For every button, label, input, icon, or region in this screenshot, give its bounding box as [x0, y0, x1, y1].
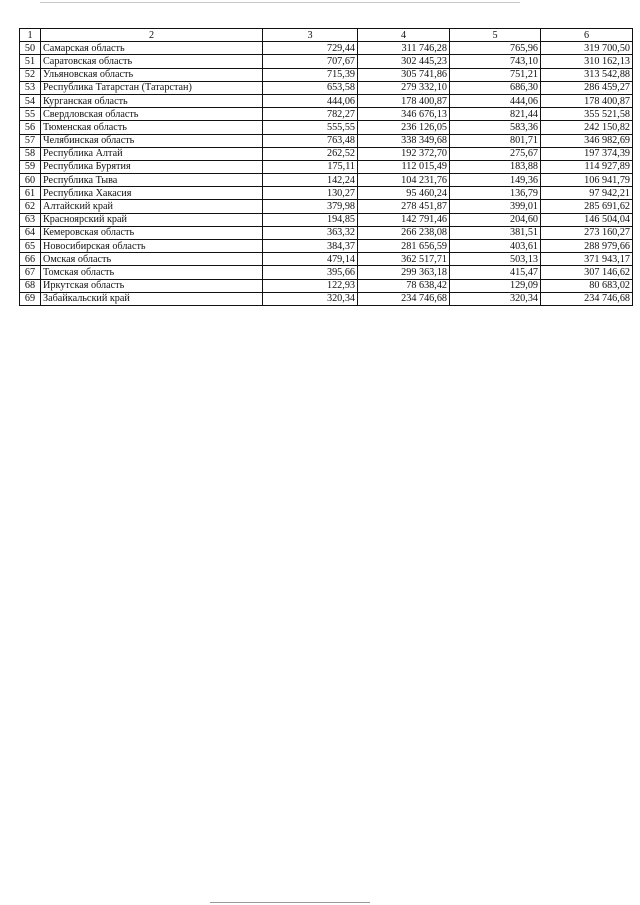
scan-edge-bottom	[210, 902, 370, 903]
value-col-6-cell: 371 943,17	[541, 253, 633, 266]
scan-edge-top	[40, 2, 520, 3]
table-row	[20, 160, 633, 173]
table-body	[20, 42, 633, 306]
value-col-5-cell: 403,61	[450, 240, 541, 253]
value-col-6-cell: 197 374,39	[541, 147, 633, 160]
row-number-cell: 67	[20, 266, 41, 279]
value-col-4-cell: 346 676,13	[358, 108, 450, 121]
value-col-3-cell: 782,27	[263, 108, 358, 121]
row-number-cell: 63	[20, 213, 41, 226]
value-col-3-cell: 653,58	[263, 81, 358, 94]
row-number-cell: 64	[20, 226, 41, 239]
value-col-4-cell: 142 791,46	[358, 213, 450, 226]
value-col-4-cell: 236 126,05	[358, 121, 450, 134]
value-col-4-cell: 279 332,10	[358, 81, 450, 94]
value-col-3-cell: 729,44	[263, 42, 358, 55]
value-col-3-cell: 555,55	[263, 121, 358, 134]
value-col-5-cell: 743,10	[450, 55, 541, 68]
region-name-cell: Ульяновская область	[41, 68, 263, 81]
value-col-4-cell: 104 231,76	[358, 174, 450, 187]
row-number-cell: 65	[20, 240, 41, 253]
table-row	[20, 279, 633, 292]
region-name-cell: Республика Тыва	[41, 174, 263, 187]
row-number-cell: 57	[20, 134, 41, 147]
value-col-4-cell: 266 238,08	[358, 226, 450, 239]
value-col-3-cell: 175,11	[263, 160, 358, 173]
table-row	[20, 121, 633, 134]
table-row	[20, 42, 633, 55]
value-col-4-cell: 311 746,28	[358, 42, 450, 55]
value-col-4-cell: 234 746,68	[358, 292, 450, 305]
column-header-3: 3	[263, 29, 358, 42]
value-col-5-cell: 686,30	[450, 81, 541, 94]
table-row	[20, 187, 633, 200]
value-col-5-cell: 415,47	[450, 266, 541, 279]
table-row	[20, 55, 633, 68]
row-number-cell: 68	[20, 279, 41, 292]
value-col-4-cell: 178 400,87	[358, 94, 450, 107]
region-name-cell: Томская область	[41, 266, 263, 279]
row-number-cell: 69	[20, 292, 41, 305]
row-number-cell: 56	[20, 121, 41, 134]
row-number-cell: 52	[20, 68, 41, 81]
value-col-5-cell: 320,34	[450, 292, 541, 305]
row-number-cell: 53	[20, 81, 41, 94]
value-col-4-cell: 305 741,86	[358, 68, 450, 81]
value-col-6-cell: 285 691,62	[541, 200, 633, 213]
value-col-4-cell: 302 445,23	[358, 55, 450, 68]
region-name-cell: Красноярский край	[41, 213, 263, 226]
value-col-6-cell: 307 146,62	[541, 266, 633, 279]
value-col-4-cell: 192 372,70	[358, 147, 450, 160]
table-row	[20, 213, 633, 226]
table-row	[20, 68, 633, 81]
table-row	[20, 94, 633, 107]
value-col-6-cell: 242 150,82	[541, 121, 633, 134]
region-name-cell: Тюменская область	[41, 121, 263, 134]
region-name-cell: Иркутская область	[41, 279, 263, 292]
value-col-6-cell: 178 400,87	[541, 94, 633, 107]
value-col-6-cell: 273 160,27	[541, 226, 633, 239]
row-number-cell: 51	[20, 55, 41, 68]
value-col-6-cell: 146 504,04	[541, 213, 633, 226]
value-col-3-cell: 130,27	[263, 187, 358, 200]
value-col-3-cell: 707,67	[263, 55, 358, 68]
value-col-4-cell: 281 656,59	[358, 240, 450, 253]
row-number-cell: 62	[20, 200, 41, 213]
table-row	[20, 240, 633, 253]
value-col-4-cell: 362 517,71	[358, 253, 450, 266]
value-col-3-cell: 379,98	[263, 200, 358, 213]
value-col-4-cell: 112 015,49	[358, 160, 450, 173]
value-col-5-cell: 381,51	[450, 226, 541, 239]
value-col-6-cell: 319 700,50	[541, 42, 633, 55]
value-col-5-cell: 821,44	[450, 108, 541, 121]
row-number-cell: 54	[20, 94, 41, 107]
region-name-cell: Челябинская область	[41, 134, 263, 147]
table-row	[20, 147, 633, 160]
value-col-3-cell: 363,32	[263, 226, 358, 239]
value-col-6-cell: 310 162,13	[541, 55, 633, 68]
table-row	[20, 292, 633, 305]
region-name-cell: Республика Бурятия	[41, 160, 263, 173]
value-col-5-cell: 183,88	[450, 160, 541, 173]
value-col-3-cell: 763,48	[263, 134, 358, 147]
value-col-3-cell: 122,93	[263, 279, 358, 292]
value-col-4-cell: 95 460,24	[358, 187, 450, 200]
table-row	[20, 253, 633, 266]
value-col-6-cell: 313 542,88	[541, 68, 633, 81]
value-col-5-cell: 129,09	[450, 279, 541, 292]
column-header-2: 2	[41, 29, 263, 42]
row-number-cell: 58	[20, 147, 41, 160]
value-col-6-cell: 114 927,89	[541, 160, 633, 173]
value-col-5-cell: 399,01	[450, 200, 541, 213]
value-col-3-cell: 194,85	[263, 213, 358, 226]
value-col-5-cell: 751,21	[450, 68, 541, 81]
value-col-3-cell: 320,34	[263, 292, 358, 305]
value-col-5-cell: 444,06	[450, 94, 541, 107]
table-row	[20, 200, 633, 213]
row-number-cell: 66	[20, 253, 41, 266]
value-col-6-cell: 355 521,58	[541, 108, 633, 121]
value-col-3-cell: 715,39	[263, 68, 358, 81]
value-col-6-cell: 346 982,69	[541, 134, 633, 147]
value-col-5-cell: 136,79	[450, 187, 541, 200]
row-number-cell: 59	[20, 160, 41, 173]
table-row	[20, 174, 633, 187]
value-col-3-cell: 142,24	[263, 174, 358, 187]
row-number-cell: 50	[20, 42, 41, 55]
table-row	[20, 108, 633, 121]
value-col-5-cell: 275,67	[450, 147, 541, 160]
row-number-cell: 55	[20, 108, 41, 121]
region-name-cell: Республика Хакасия	[41, 187, 263, 200]
value-col-6-cell: 97 942,21	[541, 187, 633, 200]
region-name-cell: Свердловская область	[41, 108, 263, 121]
value-col-5-cell: 583,36	[450, 121, 541, 134]
value-col-3-cell: 479,14	[263, 253, 358, 266]
region-name-cell: Кемеровская область	[41, 226, 263, 239]
region-name-cell: Забайкальский край	[41, 292, 263, 305]
column-header-5: 5	[450, 29, 541, 42]
table-row	[20, 134, 633, 147]
table-row	[20, 266, 633, 279]
value-col-5-cell: 204,60	[450, 213, 541, 226]
value-col-5-cell: 503,13	[450, 253, 541, 266]
region-name-cell: Курганская область	[41, 94, 263, 107]
value-col-6-cell: 286 459,27	[541, 81, 633, 94]
value-col-3-cell: 395,66	[263, 266, 358, 279]
data-table-container	[19, 28, 630, 306]
value-col-3-cell: 262,52	[263, 147, 358, 160]
region-name-cell: Новосибирская область	[41, 240, 263, 253]
region-name-cell: Республика Татарстан (Татарстан)	[41, 81, 263, 94]
value-col-5-cell: 765,96	[450, 42, 541, 55]
value-col-6-cell: 234 746,68	[541, 292, 633, 305]
row-number-cell: 60	[20, 174, 41, 187]
column-header-1: 1	[20, 29, 41, 42]
table-row	[20, 81, 633, 94]
value-col-3-cell: 444,06	[263, 94, 358, 107]
region-name-cell: Республика Алтай	[41, 147, 263, 160]
value-col-3-cell: 384,37	[263, 240, 358, 253]
table-row	[20, 226, 633, 239]
value-col-4-cell: 78 638,42	[358, 279, 450, 292]
value-col-6-cell: 80 683,02	[541, 279, 633, 292]
column-header-4: 4	[358, 29, 450, 42]
region-name-cell: Саратовская область	[41, 55, 263, 68]
column-header-6: 6	[541, 29, 633, 42]
value-col-5-cell: 801,71	[450, 134, 541, 147]
value-col-6-cell: 288 979,66	[541, 240, 633, 253]
value-col-4-cell: 338 349,68	[358, 134, 450, 147]
region-name-cell: Самарская область	[41, 42, 263, 55]
value-col-4-cell: 299 363,18	[358, 266, 450, 279]
value-col-4-cell: 278 451,87	[358, 200, 450, 213]
region-values-table	[19, 28, 633, 306]
region-name-cell: Алтайский край	[41, 200, 263, 213]
row-number-cell: 61	[20, 187, 41, 200]
region-name-cell: Омская область	[41, 253, 263, 266]
header-row	[20, 29, 633, 42]
value-col-6-cell: 106 941,79	[541, 174, 633, 187]
value-col-5-cell: 149,36	[450, 174, 541, 187]
